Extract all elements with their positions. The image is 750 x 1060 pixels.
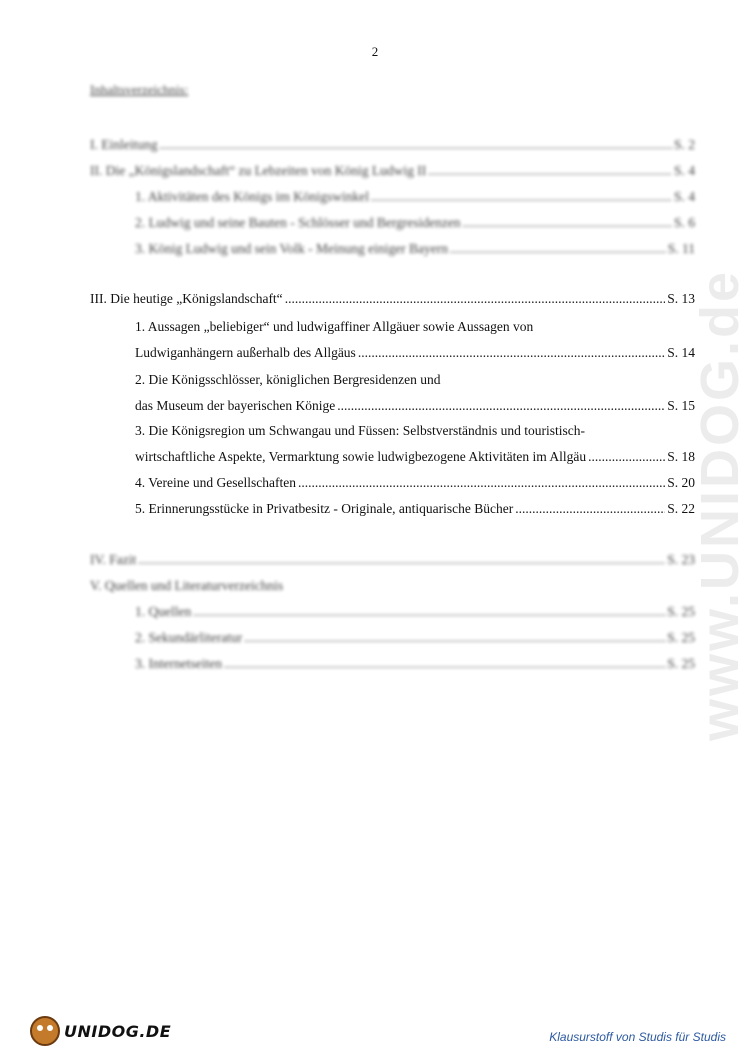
toc-entry: wirtschaftliche Aspekte, Vermarktung sowie ludwigbezogene Aktivitäten im Allgäu ..... S. 18	[135, 448, 695, 466]
toc-entry: IV. Fazit ..... S. 23	[90, 551, 695, 569]
toc-entry: das Museum der bayerischen Könige ..... S. 15	[135, 397, 695, 415]
toc-entry: I. Einleitung ..... S. 2	[90, 136, 695, 154]
toc-item-line: 2. Die Königsschlösser, königlichen Bergresidenzen und	[135, 372, 441, 387]
toc-item-line: 1. Aussagen „beliebiger“ und ludwigaffiner Allgäuer sowie Aussagen von	[135, 319, 534, 334]
toc-entry: 3. Internetseiten ..... S. 25	[135, 655, 695, 673]
logo-text: UNIDOG.DE	[64, 1021, 172, 1041]
toc-entry: 4. Vereine und Gesellschaften ..... S. 20	[135, 474, 695, 492]
footer-tagline: Klausurstoff von Studis für Studis	[549, 1030, 726, 1044]
toc-entry: Ludwiganhängern außerhalb des Allgäus ..... S. 14	[135, 344, 695, 362]
toc-entry-heading: V. Quellen und Literaturverzeichnis	[90, 578, 284, 593]
toc-entry: 3. König Ludwig und sein Volk - Meinung einiger Bayern ..... S. 11	[135, 240, 695, 258]
toc-section-heading: III. Die heutige „Königslandschaft“ ..... S. 13	[90, 290, 695, 308]
toc-entry: 2. Ludwig und seine Bauten - Schlösser und Bergresidenzen ..... S. 6	[135, 214, 695, 232]
toc-entry: 1. Aktivitäten des Königs im Königswinkel ..... S. 4	[135, 188, 695, 206]
dog-mascot-icon	[30, 1016, 60, 1046]
unidog-logo[interactable]	[30, 1016, 171, 1046]
toc-entry: 2. Sekundärliteratur ..... S. 25	[135, 629, 695, 647]
watermark: www.UNIDOG.de	[690, 268, 750, 742]
toc-entry: 1. Quellen ..... S. 25	[135, 603, 695, 621]
toc-entry: 5. Erinnerungsstücke in Privatbesitz - Originale, antiquarische Bücher ..... S. 22	[135, 500, 695, 518]
toc-item-line: 3. Die Königsregion um Schwangau und Füssen: Selbstverständnis und touristisch-	[135, 423, 585, 438]
page-number: 2	[371, 44, 379, 59]
toc-entry: II. Die „Königslandschaft“ zu Lebzeiten von König Ludwig II ..... S. 4	[90, 162, 695, 180]
toc-title: Inhaltsverzeichnis:	[90, 82, 189, 97]
